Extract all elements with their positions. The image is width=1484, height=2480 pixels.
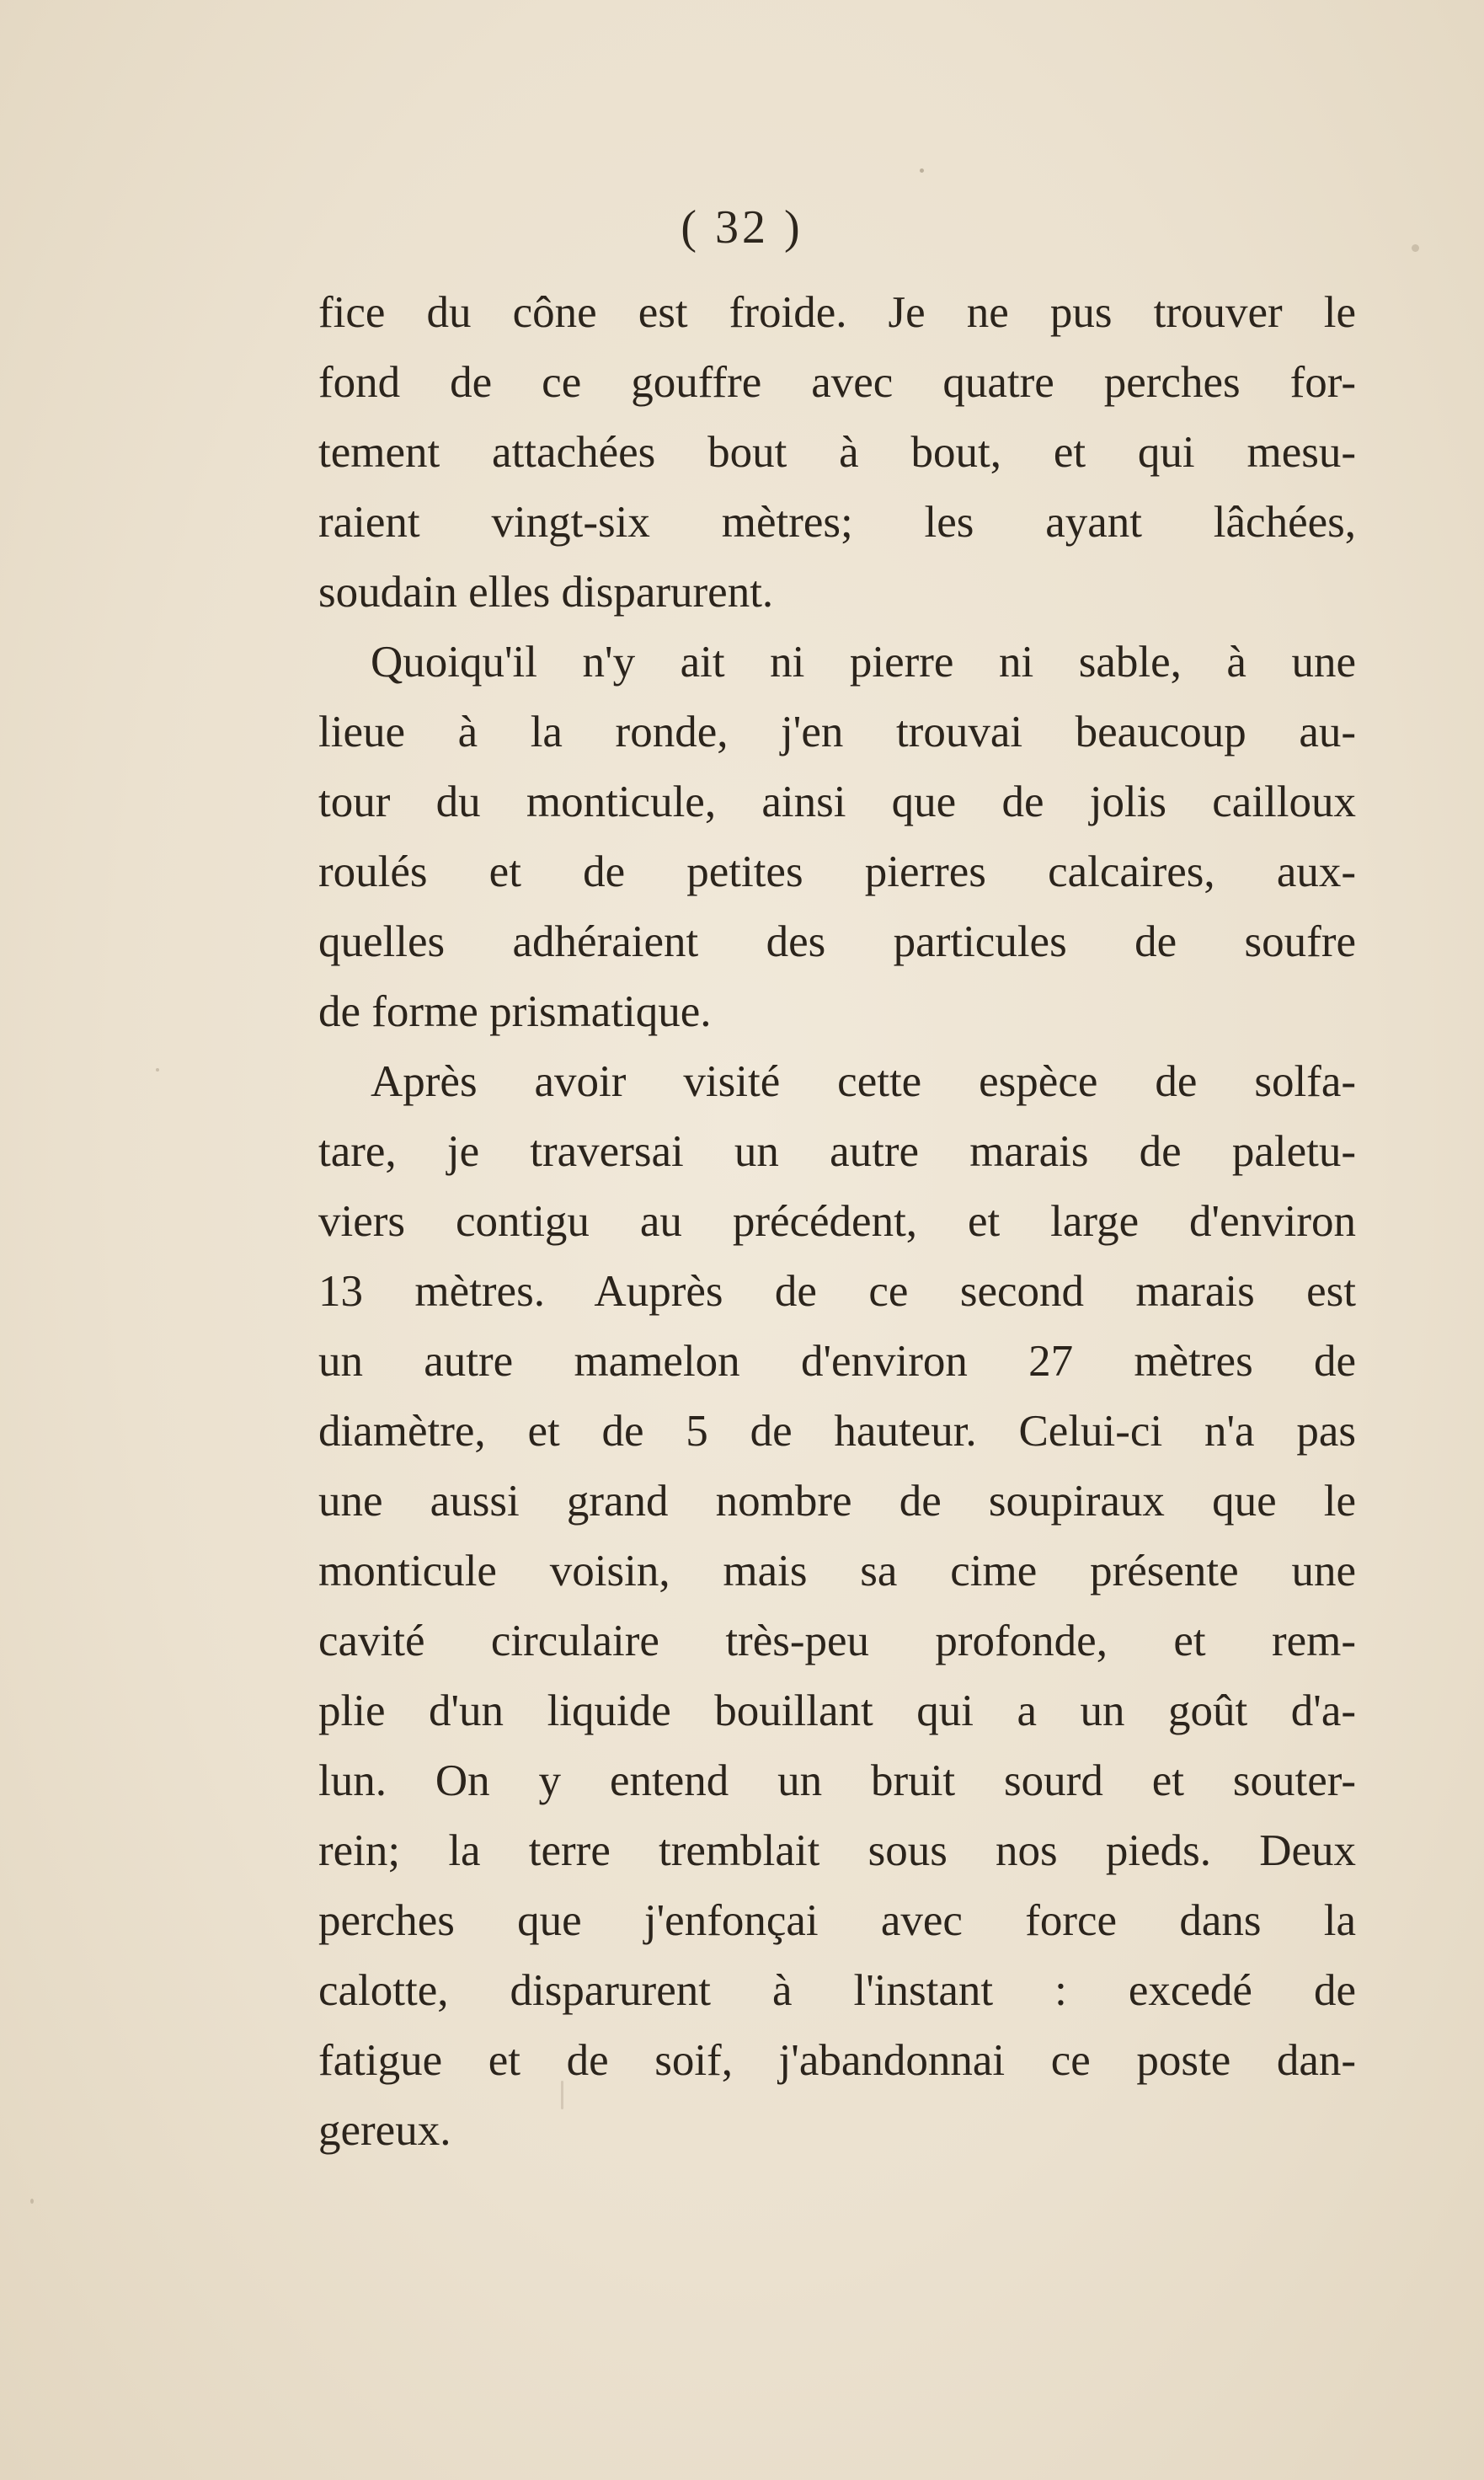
body-text [318,278,1356,2166]
paper-speck [920,168,924,173]
text-line: viers contigu au précédent, et large d'environ [318,1197,1356,1246]
text-line: gereux. [318,2106,451,2155]
paper-speck [1412,244,1419,252]
text-line: lieue à la ronde, j'en trouvai beaucoup au- [318,708,1356,756]
paragraph-3 [318,1047,1356,2166]
text-line: de forme prismatique. [318,987,712,1036]
text-line: roulés et de petites pierres calcaires, aux- [318,847,1356,896]
text-line: tare, je traversai un autre marais de paletu- [318,1127,1356,1176]
paragraph-2 [318,628,1356,1047]
text-line: rein; la terre tremblait sous nos pieds. Deux [318,1826,1356,1875]
page-number: ( 32 ) [681,201,803,254]
text-line: calotte, disparurent à l'instant : excedé de [318,1966,1356,2015]
text-line: fatigue et de soif, j'abandonnai ce poste dan- [318,2036,1356,2085]
text-line: fond de ce gouffre avec quatre perches for- [318,358,1356,407]
text-line: monticule voisin, mais sa cime présente une [318,1547,1356,1595]
text-line: 13 mètres. Auprès de ce second marais est [318,1267,1356,1316]
text-line: Quoiqu'il n'y ait ni pierre ni sable, à une [371,638,1356,687]
text-line: soudain elles disparurent. [318,568,774,617]
text-line: une aussi grand nombre de soupiraux que le [318,1477,1356,1526]
paper-speck [156,1068,159,1072]
text-line: perches que j'enfonçai avec force dans la [318,1896,1356,1945]
text-line: diamètre, et de 5 de hauteur. Celui-ci n'a pas [318,1407,1356,1456]
text-line: quelles adhéraient des particules de soufre [318,917,1356,966]
text-line: cavité circulaire très-peu profonde, et rem- [318,1617,1356,1665]
text-line: raient vingt-six mètres; les ayant lâchées, [318,498,1356,547]
text-line: un autre mamelon d'environ 27 mètres de [318,1337,1356,1386]
text-line: fice du cône est froide. Je ne pus trouver le [318,288,1356,337]
text-line: Après avoir visité cette espèce de solfa- [371,1057,1356,1106]
paper-speck [30,2199,34,2204]
text-line: tement attachées bout à bout, et qui mesu- [318,428,1356,477]
paragraph-1 [318,278,1356,628]
text-line: plie d'un liquide bouillant qui a un goût d'a- [318,1686,1356,1735]
paper-speck [561,2081,563,2109]
text-line: tour du monticule, ainsi que de jolis cailloux [318,778,1356,826]
text-line: lun. On y entend un bruit sourd et souter- [318,1756,1356,1805]
